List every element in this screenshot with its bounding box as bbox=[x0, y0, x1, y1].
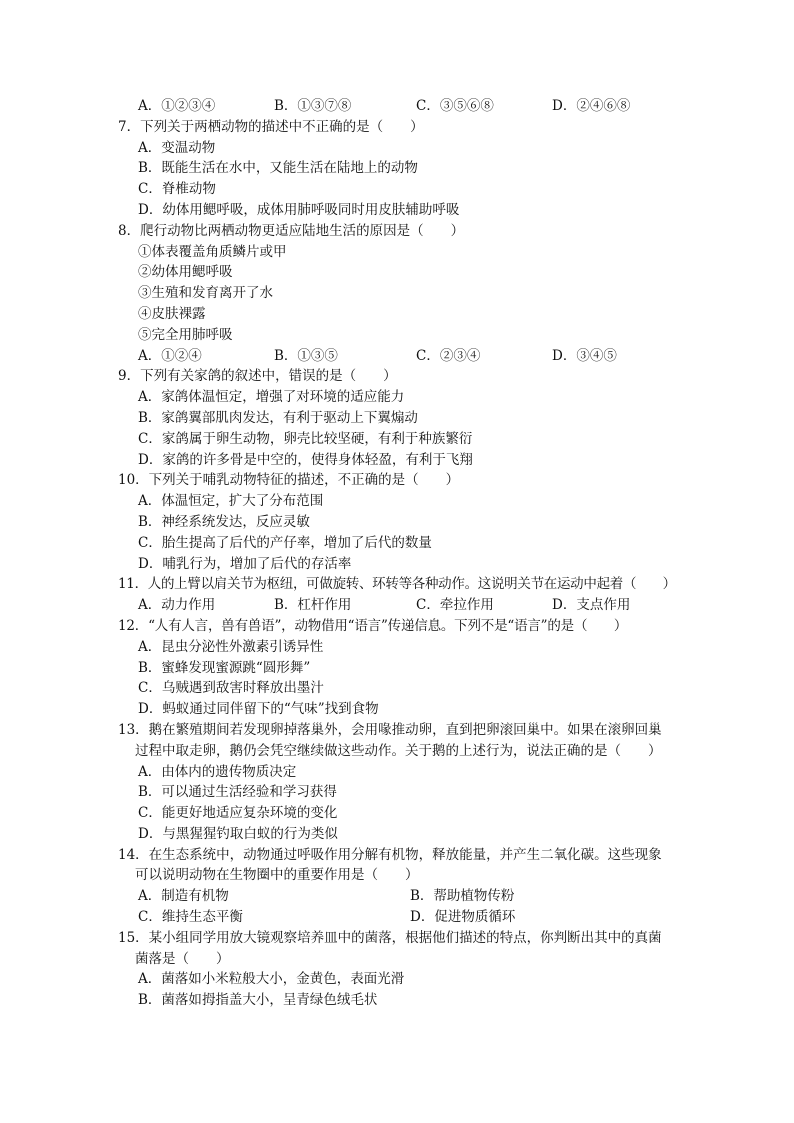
q13-option-c[interactable]: C．能更好地适应复杂环境的变化 bbox=[138, 805, 338, 822]
q10-stem: 10．下列关于哺乳动物特征的描述，不正确的是（ ） bbox=[118, 472, 460, 489]
q8-item-2: ②幼体用鳃呼吸 bbox=[138, 264, 233, 281]
q11-option-c[interactable]: C．牵拉作用 bbox=[416, 597, 494, 614]
q14-option-d[interactable]: D．促进物质循环 bbox=[410, 909, 516, 926]
q14-option-a[interactable]: A．制造有机物 bbox=[138, 888, 229, 905]
q8-item-4: ④皮肤裸露 bbox=[138, 305, 206, 322]
q12-option-d[interactable]: D．蚂蚁通过同伴留下的“气味”找到食物 bbox=[138, 701, 379, 718]
question-list bbox=[118, 96, 688, 1011]
q9-option-c[interactable]: C．家鸽属于卵生动物，卵壳比较坚硬，有利于种族繁衍 bbox=[138, 430, 473, 447]
q12-option-c[interactable]: C．乌贼遇到敌害时释放出墨汁 bbox=[138, 680, 324, 697]
q10-option-a[interactable]: A．体温恒定，扩大了分布范围 bbox=[138, 493, 324, 510]
q11-option-d[interactable]: D．支点作用 bbox=[552, 597, 631, 614]
q8-item-1: ①体表覆盖角质鳞片或甲 bbox=[138, 243, 287, 260]
q11-options bbox=[138, 595, 688, 616]
q6-option-b[interactable]: B．①③⑦⑧ bbox=[274, 98, 352, 114]
q8-option-b[interactable]: B．①③⑤ bbox=[274, 347, 338, 364]
q8-item-3: ③生殖和发育离开了水 bbox=[138, 285, 273, 302]
q14-options-row1 bbox=[138, 886, 688, 907]
q13-stem-line2: 过程中取走卵，鹅仍会凭空继续做这些动作。关于鹅的上述行为，说法正确的是（ ） bbox=[135, 742, 662, 759]
q10-option-d[interactable]: D．哺乳行为，增加了后代的存活率 bbox=[138, 555, 352, 572]
q9-option-a[interactable]: A．家鸽体温恒定，增强了对环境的适应能力 bbox=[138, 389, 405, 406]
q9-option-d[interactable]: D．家鸽的许多骨是中空的，使得身体轻盈，有利于飞翔 bbox=[138, 451, 473, 468]
q13-stem-line1: 13．鹅在繁殖期间若发现卵掉落巢外，会用喙推动卵，直到把卵滚回巢中。如果在滚卵回巢 bbox=[118, 721, 662, 738]
q12-option-a[interactable]: A．昆虫分泌性外激素引诱异性 bbox=[138, 638, 324, 655]
q14-stem-line1: 14．在生态系统中，动物通过呼吸作用分解有机物，释放能量，并产生二氧化碳。这些现象 bbox=[118, 846, 662, 863]
q14-options-row2 bbox=[138, 907, 688, 928]
q12-option-b[interactable]: B．蜜蜂发现蜜源跳“圆形舞” bbox=[138, 659, 311, 676]
q8-stem: 8．爬行动物比两栖动物更适应陆地生活的原因是（ ） bbox=[118, 222, 465, 239]
q13-option-d[interactable]: D．与黑猩猩钓取白蚁的行为类似 bbox=[138, 825, 338, 842]
q14-stem-line2: 可以说明动物在生物圈中的重要作用是（ ） bbox=[135, 867, 419, 884]
q7-option-b[interactable]: B．既能生活在水中，又能生活在陆地上的动物 bbox=[138, 160, 418, 177]
q14-option-c[interactable]: C．维持生态平衡 bbox=[138, 909, 243, 926]
q8-item-5: ⑤完全用肺呼吸 bbox=[138, 326, 233, 343]
q10-option-c[interactable]: C．胎生提高了后代的产仔率，增加了后代的数量 bbox=[138, 534, 432, 551]
q13-option-a[interactable]: A．由体内的遗传物质决定 bbox=[138, 763, 297, 780]
q9-stem: 9．下列有关家鸽的叙述中，错误的是（ ） bbox=[118, 368, 397, 385]
q15-stem-line1: 15．某小组同学用放大镜观察培养皿中的菌落，根据他们描述的特点，你判断出其中的真菌 bbox=[118, 929, 662, 946]
q8-option-a[interactable]: A．①②④ bbox=[138, 347, 202, 364]
q14-option-b[interactable]: B．帮助植物传粉 bbox=[410, 888, 515, 905]
q15-option-b[interactable]: B．菌落如拇指盖大小，呈青绿色绒毛状 bbox=[138, 992, 378, 1009]
q12-stem: 12．“人有人言，兽有兽语”，动物借用“语言”传递信息。下列不是“语言”的是（ ） bbox=[118, 617, 628, 634]
q11-option-b[interactable]: B．杠杆作用 bbox=[274, 597, 352, 614]
q6-option-a[interactable]: A．①②③④ bbox=[138, 98, 216, 114]
q6-option-d[interactable]: D．②④⑥⑧ bbox=[552, 98, 631, 114]
q8-options bbox=[138, 346, 688, 367]
q11-stem: 11．人的上臂以肩关节为枢纽，可做旋转、环转等各种动作。这说明关节在运动中起着（ ） bbox=[118, 576, 676, 593]
q7-option-d[interactable]: D．幼体用鳃呼吸，成体用肺呼吸同时用皮肤辅助呼吸 bbox=[138, 201, 460, 218]
q6-option-c[interactable]: C．③⑤⑥⑧ bbox=[416, 98, 494, 114]
q7-option-a[interactable]: A．变温动物 bbox=[138, 139, 216, 156]
q11-option-a[interactable]: A．动力作用 bbox=[138, 597, 216, 614]
q7-option-c[interactable]: C．脊椎动物 bbox=[138, 181, 216, 198]
q8-option-d[interactable]: D．③④⑤ bbox=[552, 347, 617, 364]
q6-options bbox=[138, 96, 688, 117]
q15-option-a[interactable]: A．菌落如小米粒般大小，金黄色，表面光滑 bbox=[138, 971, 405, 988]
q10-option-b[interactable]: B．神经系统发达，反应灵敏 bbox=[138, 513, 310, 530]
q13-option-b[interactable]: B．可以通过生活经验和学习获得 bbox=[138, 784, 337, 801]
q15-stem-line2: 菌落是（ ） bbox=[135, 950, 230, 967]
q7-stem: 7．下列关于两栖动物的描述中不正确的是（ ） bbox=[118, 118, 424, 135]
q9-option-b[interactable]: B．家鸽翼部肌肉发达，有利于驱动上下翼煽动 bbox=[138, 409, 418, 426]
q8-option-c[interactable]: C．②③④ bbox=[416, 347, 481, 364]
